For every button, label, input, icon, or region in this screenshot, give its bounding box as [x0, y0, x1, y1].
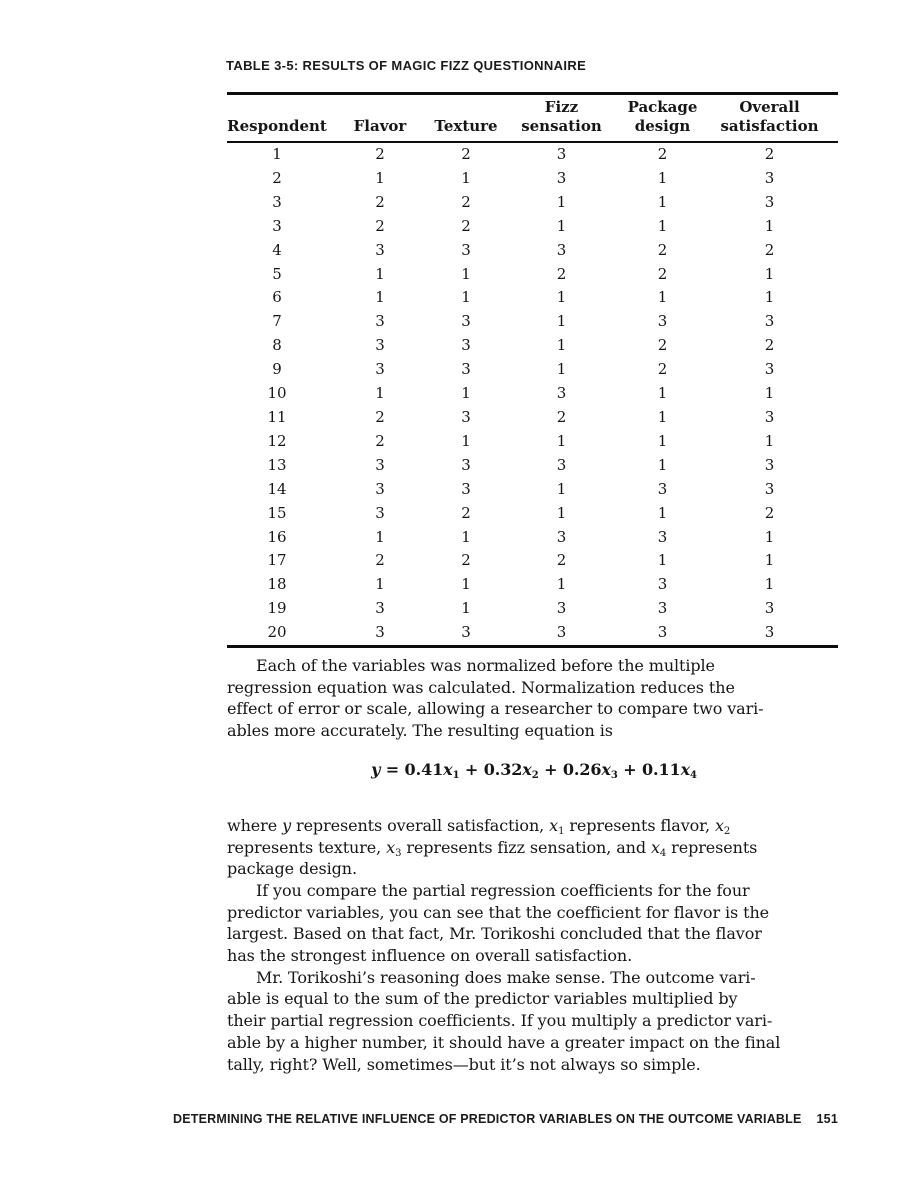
math-subscript: 4 [690, 769, 697, 781]
table-row [227, 142, 838, 167]
table-cell: 1 [556, 192, 567, 211]
table-cell: 9 [272, 360, 282, 379]
table-cell: 3 [764, 479, 775, 498]
table-cell: 3 [375, 599, 385, 618]
table-cell: 3 [461, 240, 471, 259]
table-cell: 1 [556, 336, 567, 355]
math-variable: y [371, 759, 381, 779]
table-cell: 5 [272, 264, 282, 283]
table-cell: 1 [657, 431, 668, 450]
text-line: predictor variables, you can see that the coefficient for flavor is the [227, 902, 770, 922]
table-cell: 2 [764, 240, 775, 259]
table-cell: 2 [461, 216, 471, 235]
text-line: Each of the variables was normalized before the multiple [256, 656, 715, 675]
table-cell: 3 [461, 360, 471, 379]
table-cell: 2 [272, 168, 282, 187]
body-text [227, 655, 841, 1075]
table-cell: 1 [556, 503, 567, 522]
table-cell: 3 [764, 192, 775, 211]
text-line: effect of error or scale, allowing a researcher to compare two vari- [227, 699, 764, 719]
table-cell: 8 [272, 336, 282, 355]
table-cell: 4 [272, 240, 282, 259]
table-cell: 2 [375, 216, 385, 235]
math-variable: x [386, 837, 396, 857]
table-row [227, 478, 838, 502]
table-cell: 3 [764, 360, 775, 379]
table-cell: 1 [461, 575, 471, 594]
text-line: able by a higher number, it should have a greater impact on the final [227, 1032, 781, 1052]
table-cell: 3 [375, 623, 385, 642]
table-cell: 1 [375, 527, 385, 546]
text-line: Mr. Torikoshi’s reasoning does make sense. The outcome vari- [256, 967, 756, 987]
table-cell: 12 [267, 431, 287, 450]
column-header: Flavor [353, 117, 407, 135]
table-cell: 1 [764, 216, 775, 235]
table-cell: 3 [461, 623, 471, 642]
table-row [227, 239, 838, 263]
math-subscript: 2 [723, 825, 731, 837]
table-cell: 1 [556, 360, 567, 379]
table-cell: 3 [461, 479, 471, 498]
table-cell: 20 [267, 623, 287, 642]
table-cell: 6 [272, 288, 282, 307]
table-cell: 1 [461, 264, 471, 283]
table-cell: 2 [461, 503, 471, 522]
table-cell: 1 [764, 575, 775, 594]
table-cell: 17 [267, 551, 287, 570]
table-cell: 3 [556, 145, 567, 163]
table-cell: 1 [375, 384, 385, 403]
table-cell: 2 [556, 551, 567, 570]
table-row [227, 382, 838, 406]
table-row [227, 597, 838, 621]
text-line: If you compare the partial regression coefficients for the four [256, 880, 750, 900]
table-cell: 1 [657, 551, 668, 570]
table-cell: 3 [764, 312, 775, 331]
table-cell: 1 [657, 407, 668, 426]
table-cell: 3 [764, 623, 775, 642]
table-cell: 1 [272, 145, 282, 163]
results-table [227, 92, 838, 648]
table-cell: 2 [657, 264, 668, 283]
table-cell: 2 [375, 551, 385, 570]
footer-running-title: DETERMINING THE RELATIVE INFLUENCE OF PREDICTOR VARIABLES ON THE OUTCOME VARIABLE [173, 1112, 802, 1126]
table-cell: 1 [461, 288, 471, 307]
table-cell: 16 [267, 527, 287, 546]
table-cell: 1 [556, 431, 567, 450]
table-row [227, 310, 838, 334]
table-cell: 1 [657, 455, 668, 474]
table-cell: 2 [764, 145, 775, 163]
math-variable: x [680, 759, 691, 779]
table-cell: 3 [375, 240, 385, 259]
table-cell: 3 [375, 479, 385, 498]
text-line: where y represents overall satisfaction, $x_1$ represents flavor, $x_2$ [227, 815, 731, 837]
table-cell: 3 [556, 384, 567, 403]
math-variable: x [714, 815, 724, 835]
text-line: tally, right? Well, sometimes—but it’s not always so simple. [227, 1054, 701, 1074]
table-cell: 2 [461, 145, 471, 163]
table-cell: 2 [375, 192, 385, 211]
table-cell: 3 [556, 240, 567, 259]
table-cell: 3 [657, 527, 668, 546]
table-row [227, 406, 838, 430]
table-cell: 1 [657, 216, 668, 235]
table-cell: 3 [764, 168, 775, 187]
math-subscript: 3 [395, 847, 402, 859]
table-body [227, 142, 838, 647]
text-line: regression equation was calculated. Normalization reduces the [227, 677, 735, 697]
table-cell: 11 [267, 407, 287, 426]
table-cell: 1 [461, 599, 471, 618]
table-cell: 2 [657, 336, 668, 355]
table-cell: 1 [556, 288, 567, 307]
table-cell: 1 [375, 288, 385, 307]
table-row [227, 621, 838, 646]
table-cell: 3 [657, 623, 668, 642]
table-cell: 3 [556, 168, 567, 187]
table-cell: 14 [267, 479, 287, 498]
table-cell: 3 [375, 455, 385, 474]
table-row [227, 358, 838, 382]
math-variable: x [601, 759, 611, 779]
page-number: 151 [816, 1112, 838, 1126]
table-cell: 3 [657, 312, 668, 331]
table-cell: 1 [657, 288, 668, 307]
table-row [227, 454, 838, 478]
text-line: largest. Based on that fact, Mr. Torikoshi concluded that the flavor [227, 924, 762, 944]
table-cell: 1 [461, 431, 471, 450]
table-cell: 3 [657, 599, 668, 618]
table-header [227, 94, 838, 143]
table-cell: 1 [657, 384, 668, 403]
table-cell: 1 [764, 264, 775, 283]
table-cell: 1 [375, 575, 385, 594]
text-line: package design. [227, 859, 357, 879]
table-cell: 2 [375, 145, 385, 163]
table-cell: 2 [375, 407, 385, 426]
table-cell: 3 [556, 599, 567, 618]
table-cell: 7 [272, 312, 282, 331]
table-cell: 2 [556, 264, 567, 283]
header-row [227, 94, 838, 143]
table-cell: 3 [556, 527, 567, 546]
table-cell: 1 [461, 527, 471, 546]
table-cell: 2 [657, 240, 668, 259]
table-row [227, 191, 838, 215]
table-cell: 2 [764, 336, 775, 355]
math-subscript: 1 [452, 769, 460, 781]
text-line: able is equal to the sum of the predictor variables multiplied by [227, 989, 738, 1009]
column-header: Overall satisfaction [720, 98, 819, 135]
table-cell: 3 [375, 503, 385, 522]
table-cell: 3 [375, 336, 385, 355]
table-row [227, 263, 838, 287]
column-header: Package design [627, 98, 698, 135]
table-row [227, 549, 838, 573]
table-cell: 3 [764, 407, 775, 426]
table-cell: 2 [461, 551, 471, 570]
table-cell: 3 [272, 192, 282, 211]
table-cell: 18 [267, 575, 287, 594]
table-cell: 2 [461, 192, 471, 211]
table-cell: 3 [272, 216, 282, 235]
math-subscript: 1 [558, 825, 565, 837]
table-row [227, 286, 838, 310]
table-cell: 2 [375, 431, 385, 450]
table-cell: 3 [461, 407, 471, 426]
text-line: ables more accurately. The resulting equation is [227, 721, 613, 741]
math-variable: x [549, 815, 559, 835]
table-cell: 2 [764, 503, 775, 522]
table-cell: 2 [657, 145, 668, 163]
table-cell: 1 [657, 503, 668, 522]
table-cell: 3 [657, 479, 668, 498]
table-cell: 1 [556, 575, 567, 594]
table-cell: 1 [657, 192, 668, 211]
column-header: Texture [434, 117, 498, 135]
table-row [227, 334, 838, 358]
table-cell: 3 [375, 360, 385, 379]
table-cell: 1 [764, 384, 775, 403]
table-cell: 3 [764, 599, 775, 618]
table-cell: 3 [556, 455, 567, 474]
table-cell: 2 [657, 360, 668, 379]
table-row [227, 502, 838, 526]
table-cell: 2 [556, 407, 567, 426]
table-cell: 1 [556, 312, 567, 331]
table-row [227, 215, 838, 239]
table-cell: 3 [461, 455, 471, 474]
table-row [227, 526, 838, 550]
table-cell: 1 [764, 551, 775, 570]
math-subscript: 3 [610, 769, 618, 781]
math-variable: y [282, 815, 292, 835]
table-cell: 1 [657, 168, 668, 187]
table-cell: 3 [461, 312, 471, 331]
column-header: Respondent [227, 117, 327, 135]
regression-equation: $y = 0.41x_1 + 0.32x_2 + 0.26x_3 + 0.11x_4$ [371, 759, 697, 781]
math-subscript: 2 [531, 769, 539, 781]
table-cell: 3 [764, 455, 775, 474]
table-cell: 3 [375, 312, 385, 331]
table-cell: 1 [556, 216, 567, 235]
table-cell: 1 [764, 288, 775, 307]
table-cell: 13 [267, 455, 287, 474]
table-title: TABLE 3-5: RESULTS OF MAGIC FIZZ QUESTIONNAIRE [226, 58, 587, 73]
table-row [227, 573, 838, 597]
table-row [227, 167, 838, 191]
table-cell: 1 [556, 479, 567, 498]
math-variable: x [650, 837, 660, 857]
table-cell: 1 [764, 527, 775, 546]
table-cell: 1 [461, 168, 471, 187]
math-subscript: 4 [659, 847, 667, 859]
table-cell: 1 [375, 168, 385, 187]
table-cell: 15 [267, 503, 287, 522]
text-line: has the strongest influence on overall satisfaction. [227, 946, 633, 966]
table-cell: 19 [267, 599, 287, 618]
table-row [227, 430, 838, 454]
text-line: represents texture, $x_3$ represents fizz sensation, and $x_4$ represents [227, 837, 758, 859]
column-header: Fizz sensation [521, 98, 602, 135]
math-variable: x [443, 759, 453, 779]
table-cell: 1 [764, 431, 775, 450]
table-cell: 3 [556, 623, 567, 642]
table-cell: 3 [657, 575, 668, 594]
page-footer [0, 1112, 838, 1126]
text-line: their partial regression coefficients. If you multiply a predictor vari- [227, 1011, 773, 1031]
table-cell: 1 [461, 384, 471, 403]
table-cell: 10 [267, 384, 287, 403]
math-variable: x [522, 759, 532, 779]
table-cell: 1 [375, 264, 385, 283]
table-cell: 3 [461, 336, 471, 355]
